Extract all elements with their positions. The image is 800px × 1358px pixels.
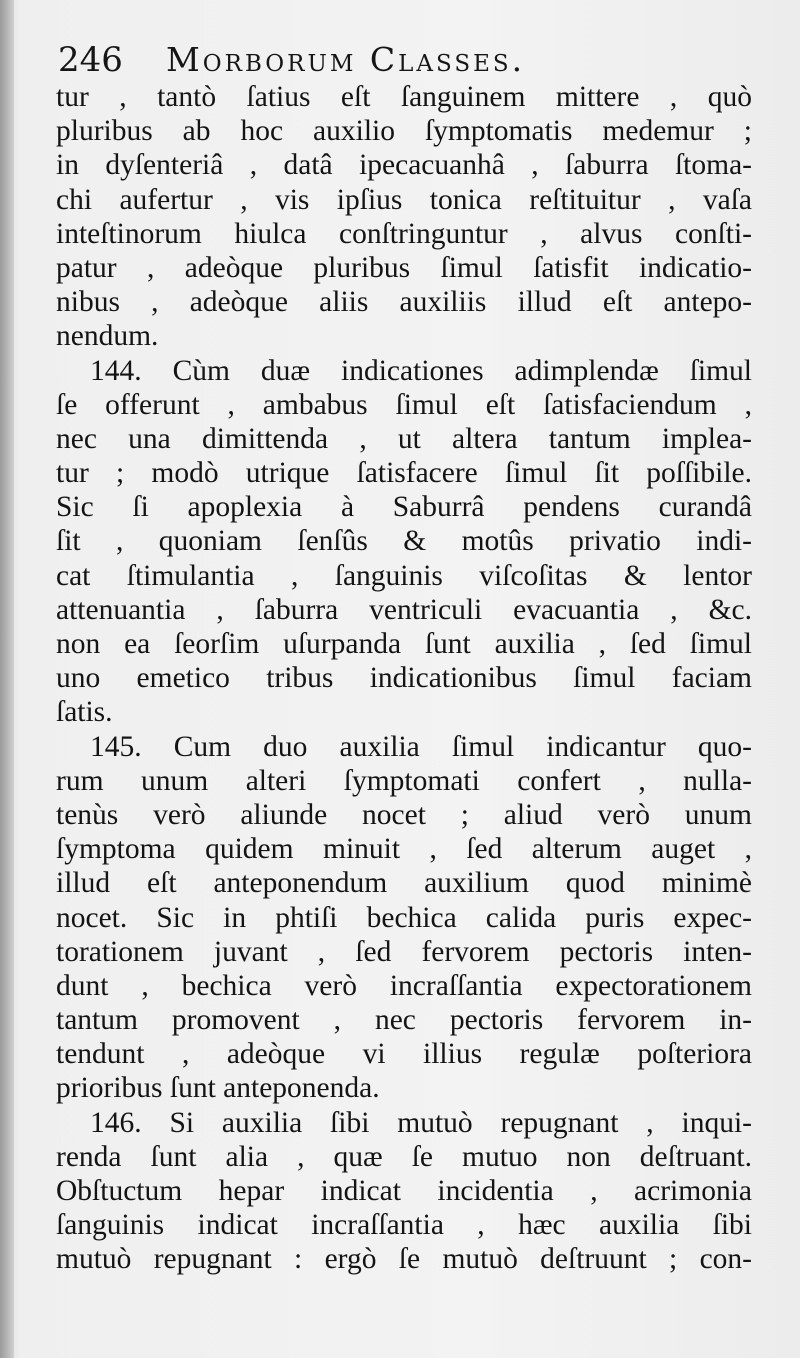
text-line: illud eſt anteponendum auxilium quod minimè bbox=[56, 867, 752, 900]
text-line: tur ; modò utrique ſatisfacere ſimul ſit poſſibile. bbox=[56, 457, 752, 490]
text-line: 146. Si auxilia ſibi mutuò repugnant , inqui- bbox=[90, 1106, 752, 1139]
text-line: nibus , adeòque aliis auxiliis illud eſt antepo- bbox=[56, 286, 752, 319]
text-line: non ea ſeorſim uſurpanda ſunt auxilia , ſed ſimul bbox=[56, 628, 752, 660]
text-line: torationem juvant , ſed fervorem pectoris inten- bbox=[56, 935, 752, 968]
text-line: ſe offerunt , ambabus ſimul eſt ſatisfaciendum , bbox=[56, 388, 752, 421]
text-line: nocet. Sic in phtiſi bechica calida puris expec- bbox=[56, 901, 752, 934]
text-line: chi aufertur , vis ipſius tonica reſtituitur , vaſa bbox=[56, 183, 752, 216]
running-header bbox=[58, 36, 758, 84]
text-line: mutuò repugnant : ergò ſe mutuò deſtruunt ; con- bbox=[56, 1243, 752, 1276]
text-line: 145. Cum duo auxilia ſimul indicantur quo- bbox=[90, 730, 752, 763]
text-line: patur , adeòque pluribus ſimul ſatisfit indicatio- bbox=[56, 251, 752, 284]
text-line: Obſtuctum hepar indicat incidentia , acrimonia bbox=[56, 1175, 752, 1207]
text-line: pluribus ab hoc auxilio ſymptomatis medemur ; bbox=[56, 115, 752, 148]
text-line: 144. Cùm duæ indicationes adimplendæ ſimul bbox=[90, 354, 752, 387]
text-line: in dyſenteriâ , datâ ipecacuanhâ , ſaburra ſtoma- bbox=[56, 149, 752, 182]
text-line: cat ſtimulantia , ſanguinis viſcoſitas & lentor bbox=[56, 559, 752, 592]
text-line: uno emetico tribus indicationibus ſimul faciam bbox=[56, 662, 752, 695]
text-line: tendunt , adeòque vi illius regulæ poſteriora bbox=[56, 1038, 752, 1071]
page-number: 246 bbox=[58, 40, 123, 80]
text-line: rum unum alteri ſymptomati confert , nulla- bbox=[56, 764, 752, 797]
text-line: ſanguinis indicat incraſſantia , hæc auxilia ſibi bbox=[56, 1209, 752, 1242]
text-line: tantum promovent , nec pectoris fervorem in- bbox=[56, 1004, 752, 1037]
text-line: renda ſunt alia , quæ ſe mutuo non deſtruant. bbox=[56, 1140, 752, 1173]
text-line: prioribus ſunt anteponenda. bbox=[56, 1072, 380, 1105]
text-line: nec una dimittenda , ut altera tantum implea- bbox=[56, 422, 752, 455]
text-line: attenuantia , ſaburra ventriculi evacuantia , &c. bbox=[56, 593, 752, 626]
text-line: nendum. bbox=[56, 320, 159, 353]
running-title: Morborum Classes. bbox=[166, 40, 526, 79]
text-line: ſymptoma quidem minuit , ſed alterum auget , bbox=[56, 833, 752, 866]
page-gutter-shadow bbox=[0, 0, 14, 1358]
text-line: tenùs verò aliunde nocet ; aliud verò unum bbox=[56, 798, 752, 831]
text-line: dunt , bechica verò incraſſantia expectorationem bbox=[56, 969, 752, 1002]
text-line: ſatis. bbox=[56, 696, 113, 729]
text-line: ſit , quoniam ſenſûs & motûs privatio indi- bbox=[56, 525, 752, 558]
text-line: Sic ſi apoplexia à Saburrâ pendens curandâ bbox=[56, 491, 752, 524]
body-text bbox=[56, 80, 752, 1277]
text-line: tur , tantò ſatius eſt ſanguinem mittere , quò bbox=[56, 81, 752, 113]
text-line: inteſtinorum hiulca conſtringuntur , alvus conſti- bbox=[56, 217, 752, 250]
